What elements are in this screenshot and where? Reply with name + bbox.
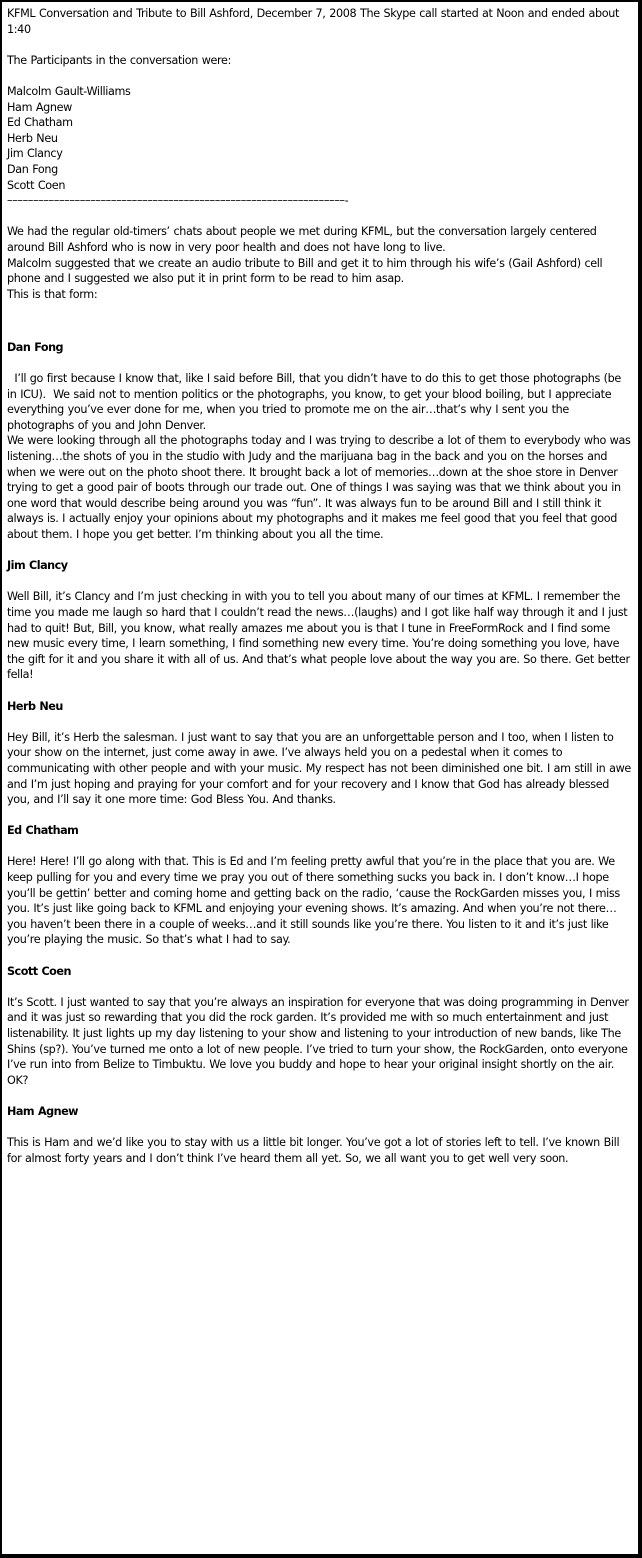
- spacer: [7, 979, 632, 995]
- tribute-jim-clancy: [7, 558, 632, 683]
- participant-name: Ham Agnew: [7, 100, 72, 114]
- spacer: [7, 37, 632, 53]
- tribute-paragraph: I’ll go first because I know that, like I said before Bill, that you didn’t have to do this to get those photographs (be in ICU). We said not to mention politics or the photographs, you know, to get your blood boiling, but I appreciate everything you’ve ever done for me, when you tried to promote me on the air…that’s why I sent you the photographs of you and John Denver.: [7, 372, 625, 432]
- tribute-paragraph: It’s Scott. I just wanted to say that you’re always an inspiration for everyone that was doing programming in Denver and it was just so rewarding that you did the rock garden. It’s provided me with so much entertainment and just listenability. It just lights up my day listening to your show and listening to your introduction of new bands, like The Shins (sp?). You’ve turned me onto a lot of new people. I’ve tried to turn your show, the RockGarden, onto everyone I’ve run into from Belize to Timbuktu. We love you buddy and hope to hear your original insight shortly on the air. OK?: [7, 995, 629, 1087]
- tribute-herb-neu: [7, 699, 632, 808]
- spacer: [7, 714, 632, 730]
- tribute-paragraph: We were looking through all the photographs today and I was trying to describe a lot of them to everybody who was listening…the shots of you in the studio with Judy and the marijuana bag in the back and you on the horses and when we were out on the photo shoot there. It brought back a lot of memories…down at the shoe store in Denver trying to get a good pair of boots through our trade out. One of things I was saying was that we think about you in one word that would describe being around you was “fun”. It was always fun to be around Bill and I still think it always is. I actually enjoy your opinions about my photographs and it makes me feel good that you feel that good about them. I hope you get better. I’m thinking about you all the time.: [7, 434, 631, 541]
- participant-name: Herb Neu: [7, 131, 58, 145]
- spacer: [7, 1120, 632, 1136]
- speaker-name: Ed Chatham: [7, 824, 79, 838]
- spacer: [7, 683, 632, 699]
- participants-list: [7, 84, 632, 193]
- spacer: [7, 209, 632, 225]
- participant-name: Scott Coen: [7, 178, 66, 192]
- spacer: [7, 302, 632, 318]
- tribute-paragraph: Hey Bill, it’s Herb the salesman. I just want to say that you are an unforgettable person and I too, when I listen to your show on the internet, just come away in awe. I’ve always held you on a pedestal when it comes to communicating with other people and with your music. My respect has not been diminished one bit. I am still in awe and I’m just hoping and praying for your comfort and for your recovery and I know that God has already blessed you, and I’ll say it one more time: God Bless You. And thanks.: [7, 730, 631, 807]
- participant-name: Malcolm Gault-Williams: [7, 84, 131, 98]
- spacer: [7, 318, 632, 340]
- tribute-paragraph: Here! Here! I’ll go along with that. This is Ed and I’m feeling pretty awful that you’re in the place that you are. We keep pulling for you and every time we pray you out of there something sucks you back in. I don’t know…I hope you’ll be gettin’ better and coming home and getting back on the radio, ‘cause the RockGarden misses you, I miss you. It’s just like going back to KFML and enjoying your evening shows. It’s amazing. And when you’re not there…you haven’t been there in a couple of weeks…and it still sounds like you’re there. You listen to it and it’s just like you’re playing the music. So that’s what I had to say.: [7, 855, 620, 947]
- participant-name: Ed Chatham: [7, 116, 73, 130]
- spacer: [7, 839, 632, 855]
- spacer: [7, 1088, 632, 1104]
- spacer: [7, 543, 632, 559]
- speaker-name: Jim Clancy: [7, 559, 68, 573]
- document-header: KFML Conversation and Tribute to Bill Ashford, December 7, 2008 The Skype call started at Noon and ended about 1:40: [7, 7, 619, 36]
- tribute-paragraph: Well Bill, it’s Clancy and I’m just checking in with you to tell you about many of our times at KFML. I remember the time you made me laugh so hard that I couldn’t read the news…(laughs) and I got like half way through it and I just had to quit! But, Bill, you know, what really amazes me about you is that I tune in FreeFormRock and I find some new music every time, I learn something, I find something new every time. You’re doing something you love, have the gift for it and you share it with all of us. And that’s what people love about the way you are. So there. Get better fella!: [7, 590, 630, 682]
- spacer: [7, 808, 632, 824]
- intro-paragraph: We had the regular old-timers’ chats about people we met during KFML, but the conversation largely centered around Bill Ashford who is now in very poor health and does not have long to live.: [7, 225, 597, 254]
- spacer: [7, 68, 632, 84]
- participant-name: Jim Clancy: [7, 147, 63, 161]
- intro-paragraph: This is that form:: [7, 287, 98, 301]
- speaker-name: Scott Coen: [7, 964, 71, 978]
- spacer: [7, 948, 632, 964]
- participants-intro: The Participants in the conversation were:: [7, 53, 232, 67]
- speaker-name: Ham Agnew: [7, 1104, 79, 1118]
- intro-paragraph: Malcolm suggested that we create an audio tribute to Bill and get it to him through his wife’s (Gail Ashford) cell phone and I suggested we also put it in print form to be read to him asap.: [7, 256, 603, 286]
- tribute-dan-fong: [7, 340, 632, 543]
- dashed-divider: –––––––––––––––––––––––––––––––––––––––––––––––––––––––––––––––––-: [7, 194, 349, 208]
- speaker-name: Herb Neu: [7, 699, 63, 713]
- spacer: [7, 574, 632, 590]
- tribute-ham-agnew: [7, 1104, 632, 1166]
- tribute-ed-chatham: [7, 823, 632, 948]
- tribute-scott-coen: [7, 964, 632, 1089]
- speaker-name: Dan Fong: [7, 340, 64, 354]
- spacer: [7, 355, 632, 371]
- tribute-paragraph: This is Ham and we’d like you to stay with us a little bit longer. You’ve got a lot of stories left to tell. I’ve known Bill for almost forty years and I don’t think I’ve heard them all yet. So, we all want you to get well very soon.: [7, 1136, 620, 1165]
- participant-name: Dan Fong: [7, 162, 58, 176]
